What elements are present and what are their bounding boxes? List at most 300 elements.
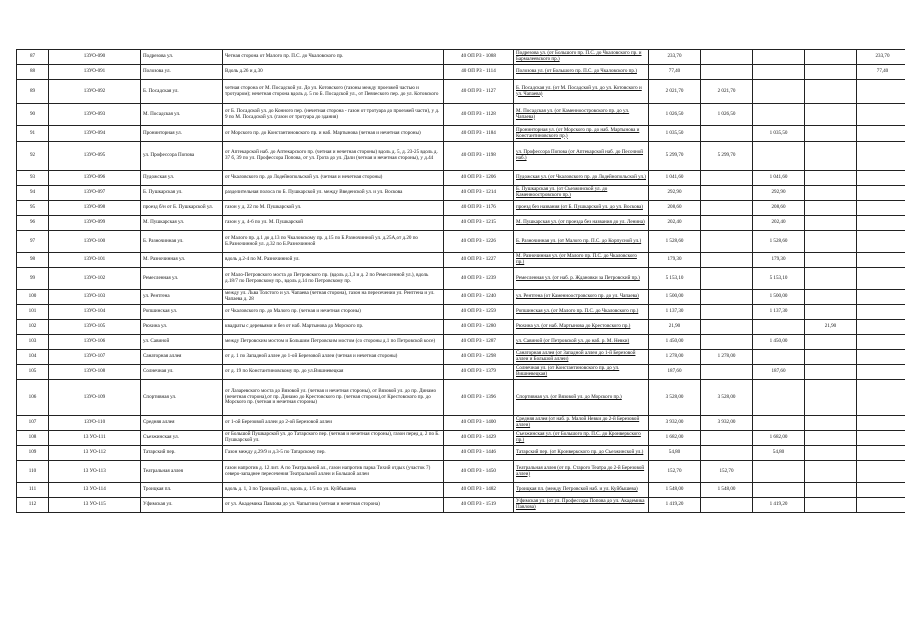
table-row <box>17 186 905 201</box>
area-category-2 <box>753 461 805 483</box>
area-category-4 <box>857 126 905 142</box>
road-registry-number: 40 ОП РЗ - 1298 <box>444 350 514 365</box>
street-name: ул. Профессора Попова <box>141 142 223 171</box>
area-category-1 <box>701 335 753 350</box>
object-code: 13УО-100 <box>49 231 141 253</box>
row-number: 88 <box>17 65 49 80</box>
road-registry-number: 40 ОП РЗ - 1259 <box>444 305 514 320</box>
total-area: 5 299,70 <box>649 142 701 171</box>
road-registry-number: 40 ОП РЗ - 1396 <box>444 380 514 416</box>
row-number: 99 <box>17 268 49 290</box>
area-category-4 <box>857 268 905 290</box>
road-registry-number: 40 ОП РЗ - 1240 <box>444 290 514 305</box>
street-name: Татарский пер. <box>141 446 223 461</box>
area-category-4 <box>857 431 905 446</box>
area-category-4 <box>857 253 905 268</box>
row-number: 97 <box>17 231 49 253</box>
table-row <box>17 320 905 335</box>
street-name: Уфимская ул. <box>141 498 223 513</box>
area-category-3 <box>805 416 857 431</box>
street-name: Троицкая пл. <box>141 483 223 498</box>
area-category-1: 5 299,70 <box>701 142 753 171</box>
area-category-1: 1 548,00 <box>701 483 753 498</box>
total-area: 152,70 <box>649 461 701 483</box>
area-description: между Петровским мостом и Большим Петровским мостом (со стороны д.1 по Петровской косе) <box>223 335 444 350</box>
area-category-2: 1 041,60 <box>753 171 805 186</box>
table-row <box>17 201 905 216</box>
table-row <box>17 416 905 431</box>
total-area: 1 278,00 <box>649 350 701 365</box>
road-registry-number: 40 ОП РЗ - 1379 <box>444 365 514 380</box>
area-category-2: 1 419,20 <box>753 498 805 513</box>
object-code: 13УО-110 <box>49 416 141 431</box>
area-category-1: 3 528,00 <box>701 380 753 416</box>
object-code: 13УО-109 <box>49 380 141 416</box>
object-code: 13 УО-113 <box>49 461 141 483</box>
total-area: 3 528,00 <box>649 380 701 416</box>
area-category-3 <box>805 483 857 498</box>
table-row <box>17 498 905 513</box>
area-category-4 <box>857 201 905 216</box>
total-area: 179,30 <box>649 253 701 268</box>
road-address: Рюхина ул. (от наб. Мартынова до Крестовского пр.) <box>514 320 649 335</box>
area-category-3 <box>805 50 857 65</box>
area-category-4 <box>857 186 905 201</box>
road-registry-number: 40 ОП РЗ - 1280 <box>444 320 514 335</box>
area-category-4 <box>857 104 905 126</box>
road-address: Солнечная ул. (от Константиновского пр. до ул. Вишневецкая) <box>514 365 649 380</box>
row-number: 105 <box>17 365 49 380</box>
road-address: М. Пушкарская ул. (от проезда без названия до ул. Ленина) <box>514 216 649 231</box>
area-category-3 <box>805 431 857 446</box>
table-row <box>17 380 905 416</box>
area-category-2: 202,40 <box>753 216 805 231</box>
road-address: проезд без названия (от Б. Пушкарской ул. до ул. Воскова) <box>514 201 649 216</box>
road-registry-number: 40 ОП РЗ - 1239 <box>444 268 514 290</box>
road-address: Троицкая пл. (между Петровской наб. и ул. Куйбышева) <box>514 483 649 498</box>
street-name: Б. Пушкарская ул. <box>141 186 223 201</box>
road-address: М. Разночинная ул. (от Малого пр. П.С. до Чкаловского пр.) <box>514 253 649 268</box>
table-row <box>17 65 905 80</box>
area-category-2 <box>753 350 805 365</box>
row-number: 106 <box>17 380 49 416</box>
road-address: Пудожская ул. (от Чкаловского пр. до Лодейнопольской ул.) <box>514 171 649 186</box>
object-code: 13УО-107 <box>49 350 141 365</box>
area-category-2: 1 528,60 <box>753 231 805 253</box>
area-description: Газон между д.29/9 и д.3-5 по Татарскому пер. <box>223 446 444 461</box>
area-description: разделительная полоса по Б. Пушкарской ул. между Введенской ул. и ул. Воскова <box>223 186 444 201</box>
total-area: 21,90 <box>649 320 701 335</box>
row-number: 107 <box>17 416 49 431</box>
area-category-3 <box>805 380 857 416</box>
area-category-3 <box>805 365 857 380</box>
street-name: М. Пушкарская ул. <box>141 216 223 231</box>
road-registry-number: 40 ОП РЗ - 1176 <box>444 201 514 216</box>
area-description: квадраты с деревьями и без от наб. Мартынова до Морского пр. <box>223 320 444 335</box>
area-category-2 <box>753 380 805 416</box>
row-number: 95 <box>17 201 49 216</box>
total-area: 1 450,00 <box>649 335 701 350</box>
area-category-4 <box>857 290 905 305</box>
road-registry-number: 40 ОП РЗ - 1450 <box>444 461 514 483</box>
table-row <box>17 142 905 171</box>
street-name: Пудожская ул. <box>141 171 223 186</box>
area-category-3 <box>805 305 857 320</box>
street-name: ул. Рентгена <box>141 290 223 305</box>
road-registry-number: 40 ОП РЗ - 1206 <box>444 171 514 186</box>
table-row <box>17 80 905 104</box>
area-category-2: 54,80 <box>753 446 805 461</box>
area-category-1: 152,70 <box>701 461 753 483</box>
area-category-4 <box>857 416 905 431</box>
road-address: М. Посадская ул. (от Каменноостровского пр. до ул. Чапаева) <box>514 104 649 126</box>
total-area: 1 137,30 <box>649 305 701 320</box>
area-category-2 <box>753 80 805 104</box>
area-category-1 <box>701 186 753 201</box>
area-category-2: 292,90 <box>753 186 805 201</box>
area-category-1 <box>701 290 753 305</box>
area-category-1 <box>701 305 753 320</box>
area-category-1 <box>701 446 753 461</box>
area-description: от ул. Академика Павлова до ул. Чапыгина (четная и нечетная сторона) <box>223 498 444 513</box>
object-code: 13УО-093 <box>49 104 141 126</box>
road-registry-number: 40 ОП РЗ - 1215 <box>444 216 514 231</box>
road-address: Полозова ул. (от Большого пр. П.С. до Чкаловского пр.) <box>514 65 649 80</box>
object-code: 13УО-092 <box>49 80 141 104</box>
table-row <box>17 350 905 365</box>
table-row <box>17 305 905 320</box>
object-code: 13УО-097 <box>49 186 141 201</box>
area-description: вдоль д. 1, 3 по Троицкой пл., вдоль д. 1/5 по ул. Куйбышева <box>223 483 444 498</box>
area-category-2: 5 153,10 <box>753 268 805 290</box>
object-code: 13УО-103 <box>49 290 141 305</box>
road-registry-number: 40 ОП РЗ - 1127 <box>444 80 514 104</box>
area-category-4 <box>857 498 905 513</box>
area-category-1 <box>701 65 753 80</box>
area-category-4 <box>857 80 905 104</box>
road-address: ул. Савиной (от Петровской ул. до наб. р. М. Невки) <box>514 335 649 350</box>
area-category-3 <box>805 335 857 350</box>
area-category-2: 1 035,50 <box>753 126 805 142</box>
row-number: 111 <box>17 483 49 498</box>
area-description: Четная сторона от Малого пр. П.С. до Чкаловского пр. <box>223 50 444 65</box>
area-category-4 <box>857 305 905 320</box>
area-category-3 <box>805 104 857 126</box>
total-area: 1 419,20 <box>649 498 701 513</box>
area-category-1 <box>701 50 753 65</box>
total-area: 5 153,10 <box>649 268 701 290</box>
area-category-4 <box>857 171 905 186</box>
street-name: Спортивная ул. <box>141 380 223 416</box>
row-number: 109 <box>17 446 49 461</box>
area-category-2 <box>753 65 805 80</box>
area-category-4: 77,40 <box>857 65 905 80</box>
area-category-3 <box>805 446 857 461</box>
area-category-2 <box>753 50 805 65</box>
object-code: 13 УО-112 <box>49 446 141 461</box>
road-registry-number: 40 ОП РЗ - 1519 <box>444 498 514 513</box>
road-address: Уфимская ул. (от ул. Профессора Попова до ул. Академика Павлова) <box>514 498 649 513</box>
object-code: 13УО-105 <box>49 320 141 335</box>
area-category-1 <box>701 498 753 513</box>
road-address: Татарский пер. (от Кронверкского пр. до Съезжинской ул.) <box>514 446 649 461</box>
area-category-3 <box>805 253 857 268</box>
road-registry-number: 40 ОП РЗ - 1184 <box>444 126 514 142</box>
area-category-1: 2 021,70 <box>701 80 753 104</box>
row-number: 89 <box>17 80 49 104</box>
street-name: ул. Савиной <box>141 335 223 350</box>
table-row <box>17 446 905 461</box>
row-number: 102 <box>17 320 49 335</box>
area-category-4 <box>857 350 905 365</box>
total-area: 1 528,60 <box>649 231 701 253</box>
object-code: 13 УО-114 <box>49 483 141 498</box>
total-area: 1 682,00 <box>649 431 701 446</box>
area-category-3 <box>805 350 857 365</box>
area-category-2: 1 450,00 <box>753 335 805 350</box>
street-name: Съезжинская ул. <box>141 431 223 446</box>
road-registry-number: 40 ОП РЗ - 1226 <box>444 231 514 253</box>
street-name: Рюхина ул. <box>141 320 223 335</box>
street-name: Ремесленная ул. <box>141 268 223 290</box>
road-address: ул. Профессора Попова (от Аптекарской наб. до Песочной наб.) <box>514 142 649 171</box>
road-address: Театральная аллея (от пр. Старого Театра до 2-й Березовой аллеи) <box>514 461 649 483</box>
area-category-4 <box>857 380 905 416</box>
road-registry-number: 40 ОП РЗ - 1088 <box>444 50 514 65</box>
road-address: Б. Посадская ул. (от М. Посадской ул. до ул. Котовского и ул. Чапаева) <box>514 80 649 104</box>
table-row <box>17 461 905 483</box>
road-registry-number: 40 ОП РЗ - 1128 <box>444 104 514 126</box>
document-sheet <box>16 49 905 513</box>
object-code: 13 УО-111 <box>49 431 141 446</box>
area-category-1: 1 026,50 <box>701 104 753 126</box>
area-category-4 <box>857 142 905 171</box>
green-areas-table <box>16 49 905 513</box>
table-row <box>17 268 905 290</box>
area-category-2: 179,30 <box>753 253 805 268</box>
row-number: 91 <box>17 126 49 142</box>
row-number: 92 <box>17 142 49 171</box>
row-number: 98 <box>17 253 49 268</box>
row-number: 94 <box>17 186 49 201</box>
road-registry-number: 40 ОП РЗ - 1429 <box>444 431 514 446</box>
street-name: проезд б/н от Б. Пушкарской ул. <box>141 201 223 216</box>
area-category-2: 1 500,00 <box>753 290 805 305</box>
area-description: от Чкаловского пр. до Лодейнопольской ул. (четная и нечетная стороны) <box>223 171 444 186</box>
area-category-3 <box>805 231 857 253</box>
total-area: 3 932,00 <box>649 416 701 431</box>
area-category-4 <box>857 335 905 350</box>
row-number: 101 <box>17 305 49 320</box>
total-area: 77,40 <box>649 65 701 80</box>
table-body <box>17 50 905 513</box>
area-category-2 <box>753 104 805 126</box>
area-category-4 <box>857 231 905 253</box>
area-description: от Мало-Петровского моста до Петровского пр. (вдоль д.1,3 и д. 2 по Ремесленной ул.), вдоль д.18/7 по Петровскому пр., вдоль д.14 по Петровскому пр. <box>223 268 444 290</box>
area-description: четная сторона от М. Посадской ул. До ул. Котовского (газоны между проезжей частью и тротуаром); нечетная сторона вдоль д. 5 по Б. Посадской ул., от Певческого пер. до ул. Котовского <box>223 80 444 104</box>
street-name: М. Посадская ул. <box>141 104 223 126</box>
table-row <box>17 335 905 350</box>
area-category-2: 1 137,30 <box>753 305 805 320</box>
road-registry-number: 40 ОП РЗ - 1446 <box>444 446 514 461</box>
area-description: от Морского пр. до Константиновского пр. и наб. Мартынова (четная и нечетная стороны) <box>223 126 444 142</box>
table-row <box>17 483 905 498</box>
table-row <box>17 253 905 268</box>
road-address: Съезжинская ул. (от Большого пр. П.С. до Кронверкского пр.) <box>514 431 649 446</box>
area-category-1 <box>701 320 753 335</box>
area-category-3 <box>805 216 857 231</box>
total-area: 202,40 <box>649 216 701 231</box>
row-number: 112 <box>17 498 49 513</box>
area-description: вдоль д.2-4 по М. Разночинной ул. <box>223 253 444 268</box>
area-description: Вдоль д.26 и д.30 <box>223 65 444 80</box>
object-code: 13УО-102 <box>49 268 141 290</box>
road-address: Б. Разночинная ул. (от Малого пр. П.С. до Корпусной ул.) <box>514 231 649 253</box>
area-category-1 <box>701 126 753 142</box>
area-category-1 <box>701 431 753 446</box>
object-code: 13УО-094 <box>49 126 141 142</box>
area-category-2 <box>753 320 805 335</box>
object-code: 13УО-090 <box>49 50 141 65</box>
street-name: Пронинторная ул. <box>141 126 223 142</box>
total-area: 208,60 <box>649 201 701 216</box>
street-name: Средняя аллея <box>141 416 223 431</box>
area-description: от д. 1 по Западной аллее до 1-ой Березовой аллеи (четная и нечетная стороны) <box>223 350 444 365</box>
area-category-3 <box>805 201 857 216</box>
street-name: Санаторная аллея <box>141 350 223 365</box>
road-address: Б. Пушкарская ул. (от Съезжинской ул. до Каменноостровского пр.) <box>514 186 649 201</box>
area-category-3 <box>805 171 857 186</box>
road-registry-number: 40 ОП РЗ - 1287 <box>444 335 514 350</box>
area-category-1 <box>701 216 753 231</box>
object-code: 13УО-098 <box>49 201 141 216</box>
road-registry-number: 40 ОП РЗ - 1227 <box>444 253 514 268</box>
street-name: Театральная аллея <box>141 461 223 483</box>
total-area: 2 021,70 <box>649 80 701 104</box>
area-description: от Малого пр. д.1 до д.13 по Чкаловскому пр. д.15 по Б.Разночинной ул. д.25А,от д.20 по Б.Разночинной ул. д.32 по Б.Разночинной <box>223 231 444 253</box>
area-category-3 <box>805 80 857 104</box>
area-category-4 <box>857 320 905 335</box>
area-category-3 <box>805 498 857 513</box>
area-category-4 <box>857 446 905 461</box>
area-category-3 <box>805 186 857 201</box>
area-category-1 <box>701 201 753 216</box>
total-area: 1 500,00 <box>649 290 701 305</box>
total-area: 54,80 <box>649 446 701 461</box>
table-row <box>17 365 905 380</box>
area-category-1: 3 932,00 <box>701 416 753 431</box>
road-address: Ремесленная ул. (от наб. р. Ждановки за Петровский пр.) <box>514 268 649 290</box>
object-code: 13 УО-115 <box>49 498 141 513</box>
area-description: газон у д. 22 по М. Пушкарской ул. <box>223 201 444 216</box>
table-row <box>17 290 905 305</box>
road-address: Пронинторная ул. (от Морского пр. до наб. Мартынова и Константиновского пр.) <box>514 126 649 142</box>
area-category-3 <box>805 461 857 483</box>
road-address: Спортивная ул. (от Вязовой ул. до Морского пр.) <box>514 380 649 416</box>
table-row <box>17 50 905 65</box>
area-category-2 <box>753 142 805 171</box>
total-area: 1 035,50 <box>649 126 701 142</box>
area-category-4 <box>857 483 905 498</box>
table-row <box>17 104 905 126</box>
area-category-3 <box>805 290 857 305</box>
road-address: Подрезова ул. (от Большого пр. П.С. до Чкаловского пр. и Бармалеевского пр.) <box>514 50 649 65</box>
road-registry-number: 40 ОП РЗ - 1482 <box>444 483 514 498</box>
total-area: 292,90 <box>649 186 701 201</box>
area-description: от Чкаловского пр. до Малого пр. (четная и нечетная стороны) <box>223 305 444 320</box>
total-area: 187,60 <box>649 365 701 380</box>
row-number: 90 <box>17 104 49 126</box>
street-name: Б. Посадская ул. <box>141 80 223 104</box>
street-name: Подрезова ул. <box>141 50 223 65</box>
total-area: 1 026,50 <box>649 104 701 126</box>
street-name: Ропшинская ул. <box>141 305 223 320</box>
area-category-2 <box>753 483 805 498</box>
row-number: 103 <box>17 335 49 350</box>
row-number: 87 <box>17 50 49 65</box>
area-category-1 <box>701 365 753 380</box>
object-code: 13УО-104 <box>49 305 141 320</box>
area-category-2: 187,60 <box>753 365 805 380</box>
street-name: Б. Разночинная ул. <box>141 231 223 253</box>
row-number: 96 <box>17 216 49 231</box>
object-code: 13УО-106 <box>49 335 141 350</box>
area-description: от Лазаревского моста до Вязовой ул. (четная и нечетная стороны), от Вязовой ул. до пр. Динамо (нечетная сторона),от пр. Динамо до Крестовского пр. (четная сторона),от Крестовского пр. до Морского пр. (четная и нечетная стороны) <box>223 380 444 416</box>
area-category-3 <box>805 65 857 80</box>
area-description: от Б. Посадской ул. до Конного пер. (нечетная сторона - газон от тротуара до проезжей части), у д. 9 по М. Посадской ул. (газон от тротуара до здания) <box>223 104 444 126</box>
total-area: 1 548,00 <box>649 483 701 498</box>
object-code: 13УО-108 <box>49 365 141 380</box>
table-row <box>17 171 905 186</box>
area-category-3 <box>805 268 857 290</box>
area-description: от д. 19 по Константиновскому пр. до ул.Вишневецкая <box>223 365 444 380</box>
area-category-1 <box>701 171 753 186</box>
area-category-2: 1 682,00 <box>753 431 805 446</box>
street-name: М. Разночинная ул. <box>141 253 223 268</box>
road-registry-number: 40 ОП РЗ - 1400 <box>444 416 514 431</box>
area-category-1: 1 278,00 <box>701 350 753 365</box>
area-category-3 <box>805 142 857 171</box>
area-category-2: 208,60 <box>753 201 805 216</box>
row-number: 110 <box>17 461 49 483</box>
object-code: 13УО-099 <box>49 216 141 231</box>
object-code: 13УО-091 <box>49 65 141 80</box>
area-description: от Аптекарской наб. до Аптекарского пр. (четная и нечетная стороны) вдоль д. 5, д. 23-25 вдоль д. 37 б, 39 по ул. Профессора Попова, от ул. Грота до ул. Дали (четная и нечетная стороны), у д.44 <box>223 142 444 171</box>
table-row <box>17 126 905 142</box>
row-number: 93 <box>17 171 49 186</box>
object-code: 13УО-095 <box>49 142 141 171</box>
area-description: газон напротив д. 12 лит. А по Театральной ал., газон напротив парка Тихий отдых (участок 7) северо-западнее пересечения Театральной аллеи и Большой аллеи <box>223 461 444 483</box>
row-number: 108 <box>17 431 49 446</box>
table-row <box>17 431 905 446</box>
object-code: 13УО-101 <box>49 253 141 268</box>
area-description: от Большой Пушкарской ул. до Татарского пер. (четная и нечетная стороны), газон перед д. 2 по Б. Пушкарской ул. <box>223 431 444 446</box>
object-code: 13УО-096 <box>49 171 141 186</box>
area-category-4 <box>857 461 905 483</box>
area-description: между ул. Льва Толстого и ул. Чапаева (четная сторона), газон на пересечении ул. Рентгена и ул. Чапаева д. 28 <box>223 290 444 305</box>
row-number: 104 <box>17 350 49 365</box>
road-registry-number: 40 ОП РЗ - 1198 <box>444 142 514 171</box>
road-registry-number: 40 ОП РЗ - 1114 <box>444 65 514 80</box>
street-name: Полозова ул. <box>141 65 223 80</box>
area-description: от 1-ой Березовой аллеи до 2-ой Березовой аллеи <box>223 416 444 431</box>
area-category-1 <box>701 231 753 253</box>
row-number: 100 <box>17 290 49 305</box>
area-category-3 <box>805 126 857 142</box>
area-category-2 <box>753 416 805 431</box>
area-description: газон у д. 4-6 по ул. М. Пушкарской <box>223 216 444 231</box>
road-address: Ропшинская ул. (от Малого пр. П.С. до Чкаловского пр.) <box>514 305 649 320</box>
